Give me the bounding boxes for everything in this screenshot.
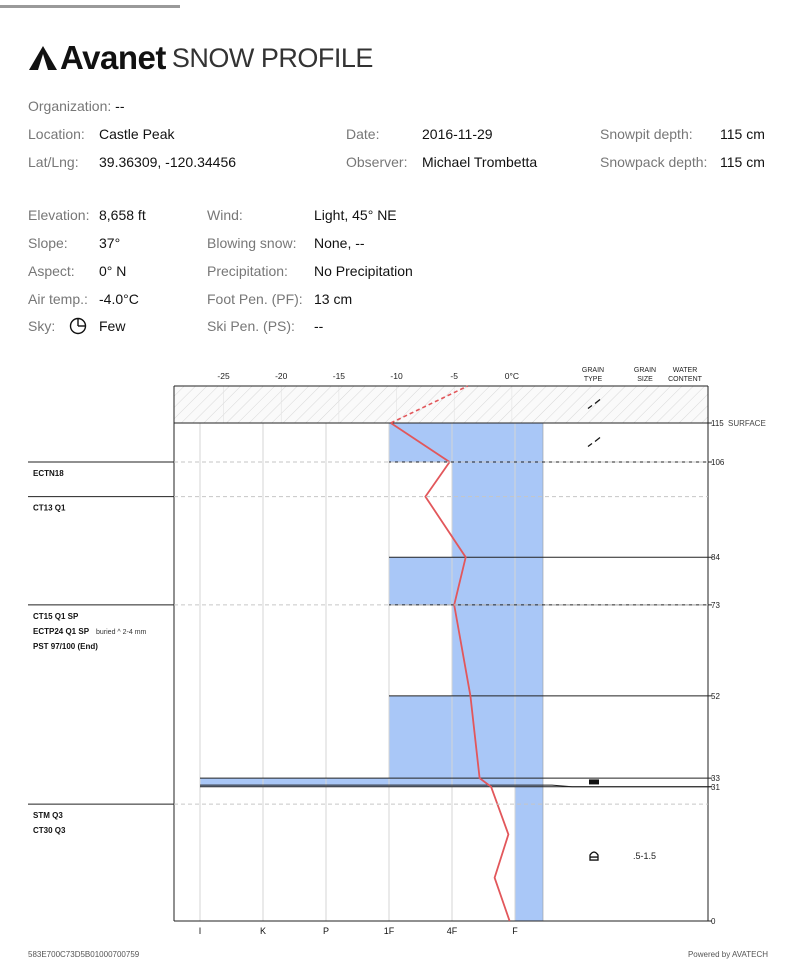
- ski-pen-label: Ski Pen. (PS):: [207, 318, 295, 334]
- temp-tick-label-0: -25: [217, 371, 230, 381]
- snow-profile-chart: [0, 355, 800, 945]
- grain-marker-depth-hoar-3: [590, 852, 598, 860]
- slope-label: Slope:: [28, 235, 68, 251]
- hardness-bar-1: [452, 462, 543, 557]
- wind-value: Light, 45° NE: [314, 207, 397, 223]
- brand-logo: [28, 38, 373, 78]
- snowpack-depth-value: 115 cm: [720, 154, 765, 170]
- brand-name: Avanet: [60, 39, 166, 76]
- height-label-31: 31: [711, 782, 720, 792]
- air-temp-value: -4.0°C: [99, 291, 139, 307]
- organization-row: [28, 98, 125, 114]
- snowpit-depth-value: 115 cm: [720, 126, 765, 142]
- hardness-bar-0: [389, 423, 543, 462]
- hardness-bar-3: [452, 605, 543, 696]
- height-label-52: 52: [711, 691, 720, 701]
- location-value: Castle Peak: [99, 126, 175, 142]
- sky-label: Sky:: [28, 318, 56, 334]
- height-label-106: 106: [711, 457, 725, 467]
- precipitation-value: No Precipitation: [314, 263, 413, 279]
- hardness-bar-6: [515, 787, 543, 921]
- hardness-label-I: I: [198, 926, 202, 936]
- temp-tick-label-1: -20: [275, 371, 288, 381]
- elevation-label: Elevation:: [28, 207, 90, 223]
- height-label-115: 115: [711, 419, 724, 428]
- air-temp-label: Air temp.:: [28, 291, 88, 307]
- temp-tick-label-4: -5: [450, 371, 458, 381]
- sky-few-icon: [68, 316, 88, 336]
- test-label-3-0: STM Q3: [33, 811, 63, 821]
- elevation-value: 8,658 ft: [99, 207, 146, 223]
- observer-value: Michael Trombetta: [422, 154, 538, 170]
- height-label-33: 33: [711, 774, 720, 784]
- test-label-2-0: CT15 Q1 SP: [33, 611, 79, 621]
- test-note-2-1: buried ^ 2-4 mm: [96, 628, 147, 636]
- foot-pen-value: 13 cm: [314, 291, 353, 307]
- latlng-row: [28, 154, 79, 170]
- hardness-label-1F: 1F: [383, 926, 395, 936]
- temp-tick-label-3: -10: [390, 371, 403, 381]
- hardness-label-F: F: [512, 926, 518, 936]
- latlng-value: 39.36309, -120.34456: [99, 154, 237, 170]
- latlng-label: Lat/Lng:: [28, 154, 79, 170]
- top-divider: [0, 5, 180, 8]
- organization-label: Organization:: [28, 98, 112, 114]
- test-label-0-0: ECTN18: [33, 468, 64, 478]
- test-label-1-0: CT13 Q1: [33, 503, 66, 513]
- observer-label: Observer:: [346, 154, 408, 170]
- column-header-1-1: SIZE: [637, 376, 653, 383]
- column-header-1-0: GRAIN: [633, 367, 657, 374]
- column-header-0-1: TYPE: [583, 376, 603, 383]
- height-label-0: 0: [711, 917, 716, 926]
- aspect-value: 0° N: [99, 263, 127, 279]
- hardness-label-4F: 4F: [446, 926, 458, 936]
- avanet-logo-icon: [28, 45, 58, 71]
- profile-id: 583E700C73D5B01000700759: [28, 950, 140, 959]
- hardness-label-P: P: [322, 926, 330, 936]
- test-label-3-1: CT30 Q3: [33, 826, 66, 836]
- hardness-label-K: K: [259, 926, 267, 936]
- foot-pen-label: Foot Pen. (PF):: [207, 291, 303, 307]
- location-label: Location:: [28, 126, 85, 142]
- wind-label: Wind:: [207, 207, 243, 223]
- hardness-bar-2: [389, 557, 543, 605]
- grain-marker-slash-1: [588, 443, 592, 446]
- aspect-label: Aspect:: [28, 263, 75, 279]
- blowing-snow-value: None, --: [314, 235, 365, 251]
- temp-tick-label-2: -15: [332, 371, 346, 381]
- sky-value: Few: [99, 318, 126, 334]
- organization-value: --: [115, 98, 125, 114]
- slope-value: 37°: [99, 235, 121, 251]
- column-header-0-0: GRAIN: [581, 367, 605, 374]
- grain-marker-crust-2: [589, 779, 599, 784]
- hardness-bar-4: [389, 696, 543, 778]
- ski-pen-value: --: [314, 318, 324, 334]
- surface-label: SURFACE: [728, 419, 766, 428]
- snowpack-depth-label: Snowpack depth:: [600, 154, 708, 170]
- date-value: 2016-11-29: [422, 126, 493, 142]
- height-label-84: 84: [711, 553, 720, 563]
- temp-tick-label-5: 0°C: [504, 371, 519, 381]
- location-row: [28, 126, 85, 142]
- brand-subtitle: SNOW PROFILE: [171, 42, 373, 73]
- date-label: Date:: [346, 126, 380, 142]
- test-label-2-2: PST 97/100 (End): [33, 641, 98, 651]
- column-header-2-1: CONTENT: [668, 376, 702, 383]
- height-label-73: 73: [711, 600, 720, 610]
- grain-marker-slash-b-1: [595, 437, 600, 441]
- air-hatch: [174, 386, 708, 423]
- column-header-2-0: WATER: [672, 367, 698, 374]
- test-label-2-1: ECTP24 Q1 SP: [33, 626, 90, 636]
- snowpit-depth-label: Snowpit depth:: [600, 126, 693, 142]
- blowing-snow-label: Blowing snow:: [207, 235, 297, 251]
- precipitation-label: Precipitation:: [207, 263, 288, 279]
- grain-size-label-3: .5-1.5: [633, 851, 657, 862]
- powered-by: Powered by AVATECH: [687, 950, 768, 959]
